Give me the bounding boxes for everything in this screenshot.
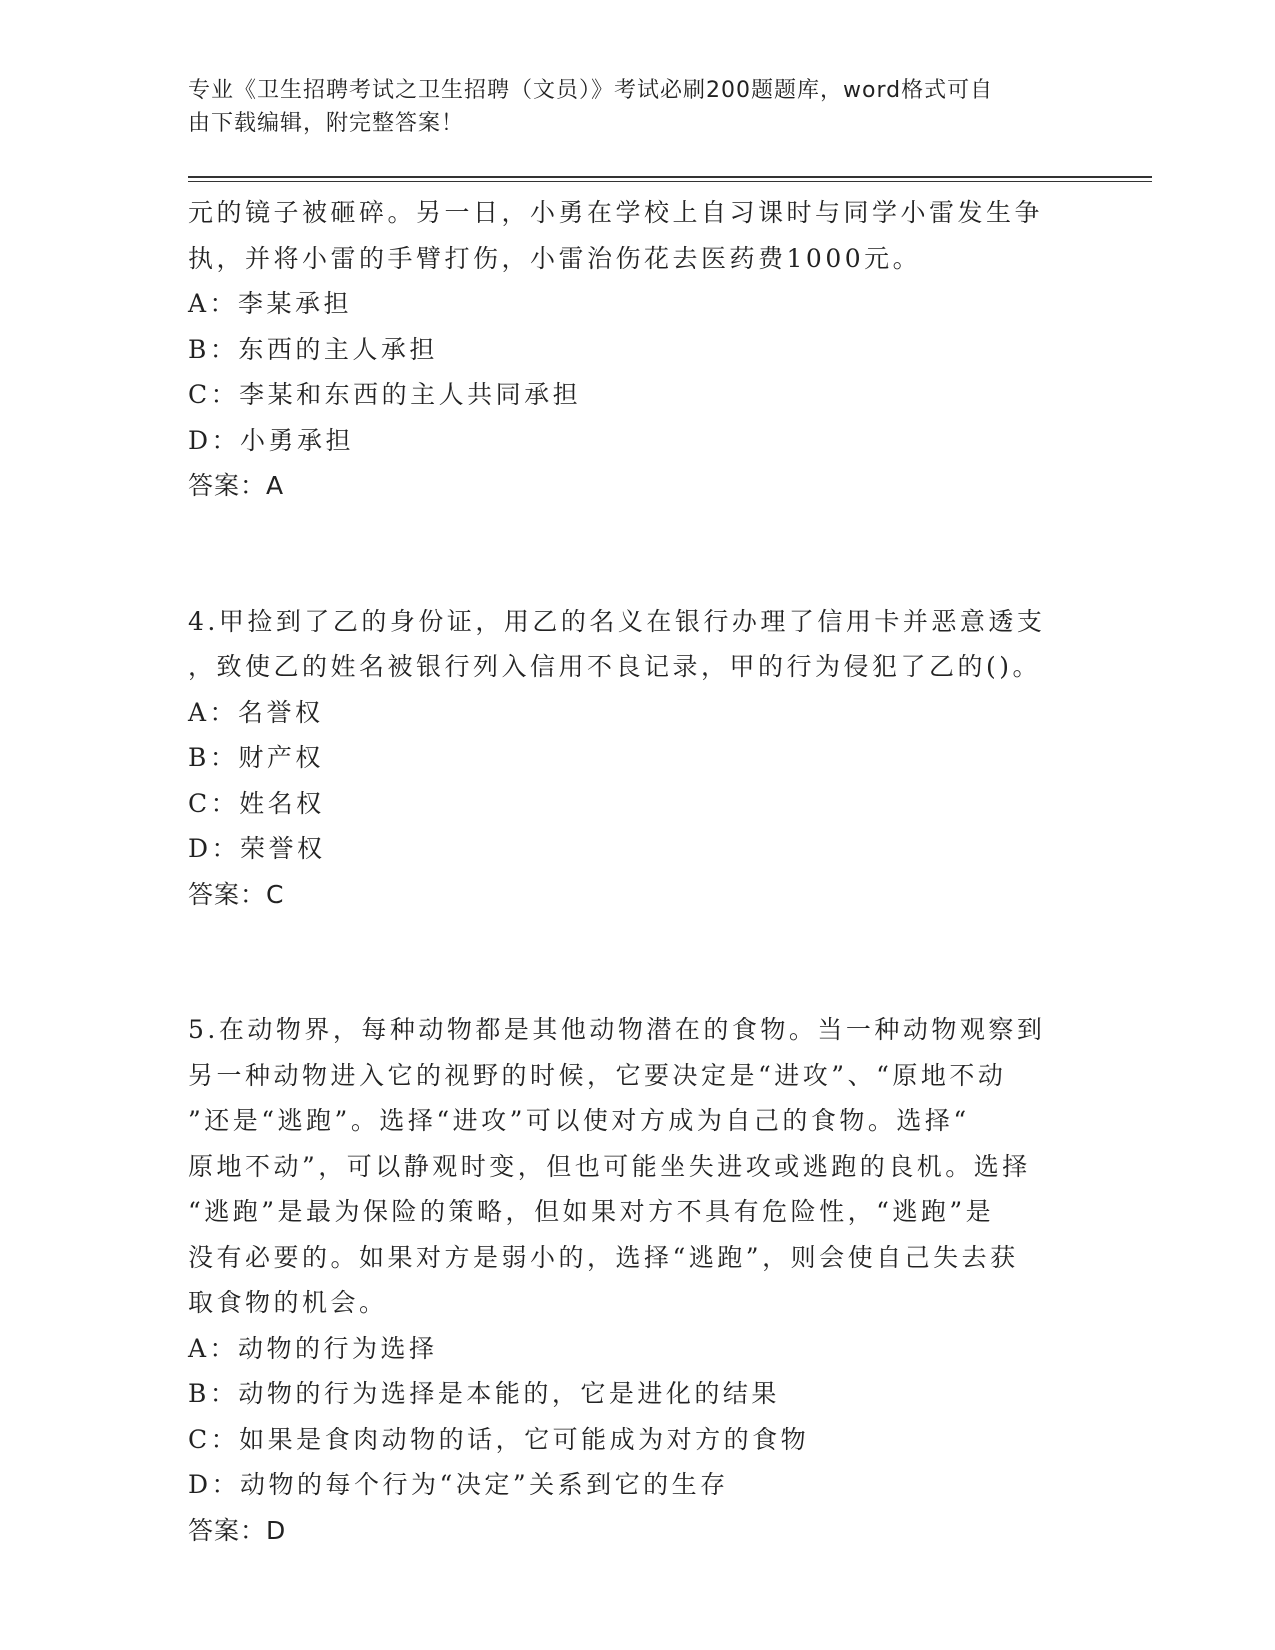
question-5-text-line-3: ”还是“逃跑”。选择“进攻”可以使对方成为自己的食物。选择“ — [188, 1106, 970, 1135]
question-4-option-d: D：荣誉权 — [188, 834, 326, 863]
header-divider-thin — [188, 181, 1152, 182]
question-5-text-line-6: 没有必要的。如果对方是弱小的，选择“逃跑”，则会使自己失去获 — [188, 1242, 1019, 1272]
document-header — [188, 74, 1068, 140]
question-4-option-a: A：名誉权 — [188, 697, 324, 727]
question-3-option-a: A：李某承担 — [188, 289, 353, 318]
header-divider-thick — [188, 176, 1152, 178]
question-5-option-d: D：动物的每个行为“决定”关系到它的生存 — [188, 1470, 729, 1499]
question-4-text-line-2: ，致使乙的姓名被银行列入信用不良记录，甲的行为侵犯了乙的()。 — [188, 652, 1042, 681]
question-5 — [188, 1007, 1068, 1553]
question-5-option-a: A：动物的行为选择 — [188, 1333, 438, 1363]
question-3-text-line-2: 执，并将小雷的手臂打伤，小雷治伤花去医药费1000元。 — [188, 243, 922, 273]
question-3-text-line-1: 元的镜子被砸碎。另一日，小勇在学校上自习课时与同学小雷发生争 — [188, 198, 1044, 227]
question-5-answer: 答案：D — [188, 1515, 287, 1545]
question-5-text-line-4: 原地不动”，可以静观时变，但也可能坐失进攻或逃跑的良机。选择 — [188, 1151, 1031, 1181]
question-4-answer: 答案：C — [188, 879, 285, 909]
question-3-option-b: B：东西的主人承担 — [188, 334, 438, 364]
question-4 — [188, 599, 1068, 918]
question-5-option-b: B：动物的行为选择是本能的，它是进化的结果 — [188, 1379, 780, 1408]
question-5-text-line-2: 另一种动物进入它的视野的时候，它要决定是“进攻”、“原地不动 — [188, 1060, 1007, 1090]
question-3-option-c: C：李某和东西的主人共同承担 — [188, 380, 582, 409]
question-4-text-line-1: 4.甲捡到了乙的身份证，用乙的名义在银行办理了信用卡并恶意透支 — [188, 606, 1046, 636]
header-line-2: 由下载编辑，附完整答案！ — [188, 111, 465, 136]
question-5-option-c: C：如果是食肉动物的话，它可能成为对方的食物 — [188, 1424, 810, 1454]
question-spacer — [188, 509, 1068, 599]
question-4-option-b: B：财产权 — [188, 743, 324, 772]
question-5-text-line-7: 取食物的机会。 — [188, 1288, 388, 1317]
question-spacer — [188, 917, 1068, 1007]
question-content — [188, 190, 1068, 1553]
question-3-option-d: D：小勇承担 — [188, 425, 355, 455]
question-3 — [188, 190, 1068, 509]
question-5-text-line-1: 5.在动物界，每种动物都是其他动物潜在的食物。当一种动物观察到 — [188, 1015, 1046, 1044]
question-5-text-line-5: “逃跑”是最为保险的策略，但如果对方不具有危险性，“逃跑”是 — [188, 1197, 995, 1226]
question-3-answer: 答案：A — [188, 471, 285, 500]
question-4-option-c: C：姓名权 — [188, 788, 325, 818]
header-line-1: 专业《卫生招聘考试之卫生招聘（文员）》考试必刷200题题库，word格式可自 — [188, 78, 994, 103]
